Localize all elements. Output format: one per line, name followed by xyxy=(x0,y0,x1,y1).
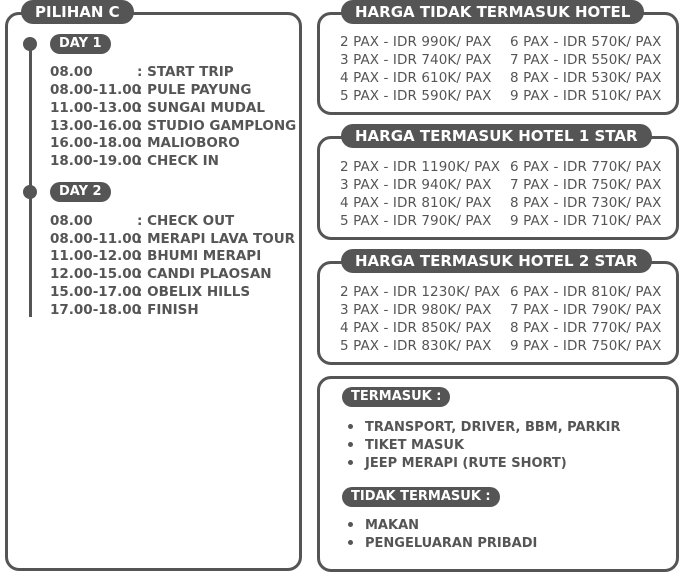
timeline-node-day1 xyxy=(23,37,37,51)
included-badge: TERMASUK : xyxy=(342,387,450,407)
bullet-icon xyxy=(348,522,353,527)
timeline-node-day2 xyxy=(23,185,37,199)
day1-item: 11.00-13.00: SUNGAI MUDAL xyxy=(50,100,265,116)
price-row: 3 PAX - IDR 740K/ PAX xyxy=(340,52,492,68)
itinerary-title: PILIHAN C xyxy=(21,0,134,24)
price-row: 6 PAX - IDR 570K/ PAX xyxy=(510,34,662,50)
day1-item: 08.00-11.00: PULE PAYUNG xyxy=(50,82,252,98)
day2-item: 12.00-15.00: CANDI PLAOSAN xyxy=(50,266,272,282)
bullet-icon xyxy=(348,424,353,429)
price-row: 8 PAX - IDR 530K/ PAX xyxy=(510,70,662,86)
price-hotel-2-title: HARGA TERMASUK HOTEL 2 STAR xyxy=(341,249,652,273)
day2-badge: DAY 2 xyxy=(50,182,111,202)
price-row: 3 PAX - IDR 940K/ PAX xyxy=(340,177,492,193)
price-row: 7 PAX - IDR 550K/ PAX xyxy=(510,52,662,68)
price-no-hotel-title: HARGA TIDAK TERMASUK HOTEL xyxy=(341,0,644,24)
price-row: 4 PAX - IDR 850K/ PAX xyxy=(340,320,492,336)
day2-item: 11.00-12.00: BHUMI MERAPI xyxy=(50,248,262,264)
excluded-item: PENGELUARAN PRIBADI xyxy=(348,535,537,553)
included-item: TIKET MASUK xyxy=(348,437,464,455)
day2-item: 15.00-17.00: OBELIX HILLS xyxy=(50,284,251,300)
price-row: 9 PAX - IDR 710K/ PAX xyxy=(510,213,662,229)
day1-item: 16.00-18.00: MALIOBORO xyxy=(50,135,240,151)
price-row: 7 PAX - IDR 750K/ PAX xyxy=(510,177,662,193)
price-row: 9 PAX - IDR 750K/ PAX xyxy=(510,338,662,354)
price-row: 6 PAX - IDR 810K/ PAX xyxy=(510,284,662,300)
price-row: 4 PAX - IDR 610K/ PAX xyxy=(340,70,492,86)
price-row: 8 PAX - IDR 730K/ PAX xyxy=(510,195,662,211)
bullet-icon xyxy=(348,442,353,447)
included-item: TRANSPORT, DRIVER, BBM, PARKIR xyxy=(348,419,621,437)
price-row: 9 PAX - IDR 510K/ PAX xyxy=(510,88,662,104)
timeline-line xyxy=(29,44,32,317)
day1-item: 18.00-19.00: CHECK IN xyxy=(50,153,219,169)
day2-item: 17.00-18.00: FINISH xyxy=(50,302,199,318)
included-item: JEEP MERAPI (RUTE SHORT) xyxy=(348,455,567,473)
excluded-item: MAKAN xyxy=(348,517,419,535)
price-row: 2 PAX - IDR 1230K/ PAX xyxy=(340,284,501,300)
day2-item: 08.00-11.00: MERAPI LAVA TOUR xyxy=(50,231,296,247)
day1-item: 13.00-16.00: STUDIO GAMPLONG xyxy=(50,118,297,134)
price-row: 2 PAX - IDR 990K/ PAX xyxy=(340,34,492,50)
bullet-icon xyxy=(348,540,353,545)
price-row: 5 PAX - IDR 830K/ PAX xyxy=(340,338,492,354)
price-hotel-1-title: HARGA TERMASUK HOTEL 1 STAR xyxy=(341,124,652,148)
excluded-badge: TIDAK TERMASUK : xyxy=(342,487,500,507)
price-row: 2 PAX - IDR 1190K/ PAX xyxy=(340,159,501,175)
price-row: 4 PAX - IDR 810K/ PAX xyxy=(340,195,492,211)
price-row: 5 PAX - IDR 790K/ PAX xyxy=(340,213,492,229)
day1-badge: DAY 1 xyxy=(50,34,111,54)
price-row: 5 PAX - IDR 590K/ PAX xyxy=(340,88,492,104)
price-row: 8 PAX - IDR 770K/ PAX xyxy=(510,320,662,336)
price-row: 7 PAX - IDR 790K/ PAX xyxy=(510,302,662,318)
bullet-icon xyxy=(348,460,353,465)
price-row: 6 PAX - IDR 770K/ PAX xyxy=(510,159,662,175)
price-row: 3 PAX - IDR 980K/ PAX xyxy=(340,302,492,318)
day1-item: 08.00 : START TRIP xyxy=(50,64,234,80)
day2-item: 08.00 : CHECK OUT xyxy=(50,213,235,229)
